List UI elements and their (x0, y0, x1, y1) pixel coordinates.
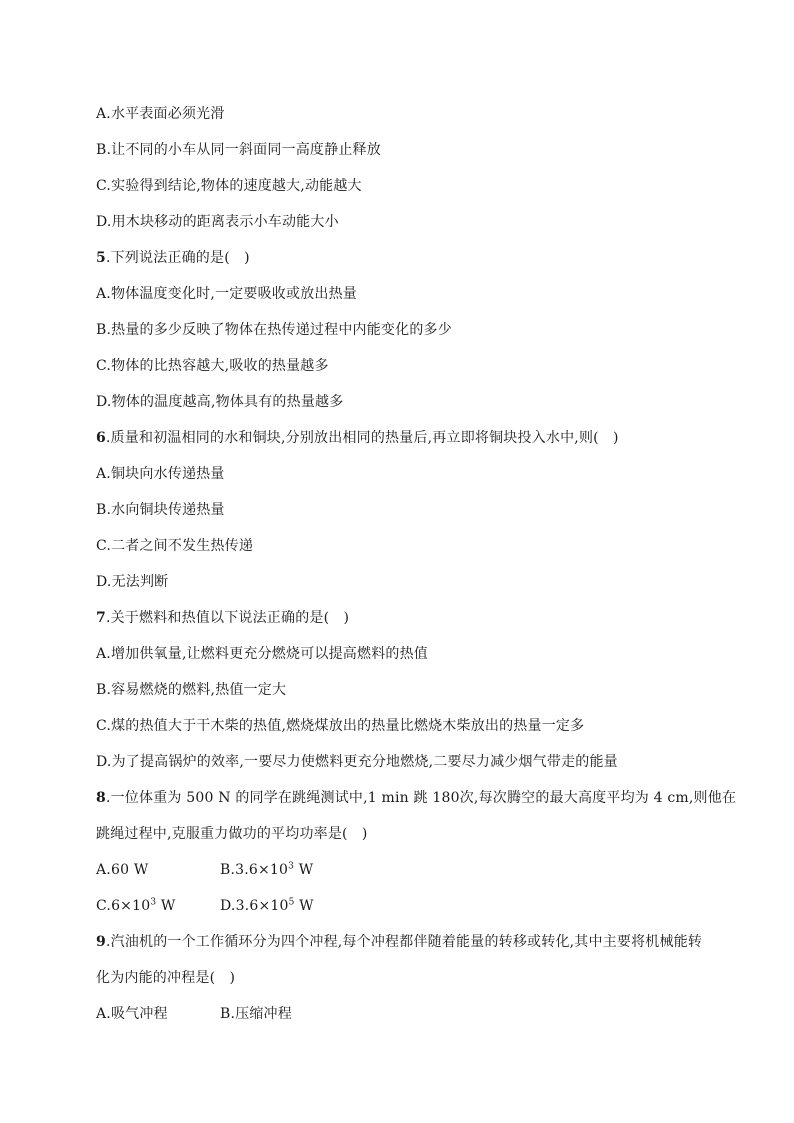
q6-stem (96, 428, 619, 448)
q4-option-d: D.用木块移动的距离表示小车动能大小 (96, 214, 339, 230)
q8-number: 8 (96, 790, 106, 806)
q8-option-b-base: B.3.6×10 (220, 862, 289, 878)
q8-option-b (220, 860, 313, 880)
q8-stem-text: .一位体重为 500 N 的同学在跳绳测试中,1 min 跳 180次,每次腾空的最大高度平均为 4 cm,则他在 (105, 790, 737, 806)
q5-option-b: B.热量的多少反映了物体在热传递过程中内能变化的多少 (96, 322, 452, 338)
q8-option-c-exponent: 3 (150, 897, 157, 908)
q8-option-d-base: D.3.6×10 (220, 898, 289, 914)
q7-number: 7 (96, 610, 106, 626)
q6-option-b: B.水向铜块传递热量 (96, 502, 225, 518)
q7-option-c: C.煤的热值大于干木柴的热值,燃烧煤放出的热量比燃烧木柴放出的热量一定多 (96, 718, 585, 734)
q5-option-d: D.物体的温度越高,物体具有的热量越多 (96, 394, 344, 410)
q8-stem-line2: 跳绳过程中,克服重力做功的平均功率是( ) (96, 826, 368, 842)
q8-option-d-unit: W (294, 898, 314, 914)
q8-option-c-unit: W (156, 898, 176, 914)
q7-option-b: B.容易燃烧的燃料,热值一定大 (96, 682, 287, 698)
q8-option-b-exponent: 3 (288, 861, 295, 872)
q7-option-d: D.为了提高锅炉的效率,一要尽力使燃料更充分地燃烧,二要尽力减少烟气带走的能量 (96, 754, 618, 770)
q8-option-b-unit: W (294, 862, 314, 878)
q5-stem (96, 248, 250, 268)
q7-stem-text: .关于燃料和热值以下说法正确的是( ) (105, 610, 350, 626)
q8-option-d (220, 896, 314, 916)
q5-stem-text: .下列说法正确的是( ) (105, 250, 250, 266)
q9-stem-text: .汽油机的一个工作循环分为四个冲程,每个冲程都伴随着能量的转移或转化,其中主要将机械能转 (105, 934, 703, 950)
q8-option-d-exponent: 5 (288, 897, 295, 908)
q9-option-b: B.压缩冲程 (220, 1006, 292, 1022)
q8-option-c-base: C.6×10 (96, 898, 151, 914)
q9-options-row1 (96, 1004, 416, 1024)
q4-option-c: C.实验得到结论,物体的速度越大,动能越大 (96, 178, 362, 194)
q6-number: 6 (96, 430, 106, 446)
q8-options-row2 (96, 896, 416, 916)
q5-number: 5 (96, 250, 106, 266)
q9-option-a: A.吸气冲程 (96, 1006, 168, 1022)
q9-stem-line2: 化为内能的冲程是( ) (96, 970, 236, 986)
q7-stem (96, 608, 349, 628)
q7-option-a: A.增加供氧量,让燃料更充分燃烧可以提高燃料的热值 (96, 646, 429, 662)
q4-option-a: A.水平表面必须光滑 (96, 106, 225, 122)
q8-option-a: A.60 W (96, 862, 149, 878)
q4-option-b: B.让不同的小车从同一斜面同一高度静止释放 (96, 142, 381, 158)
q6-stem-text: .质量和初温相同的水和铜块,分别放出相同的热量后,再立即将铜块投入水中,则( ) (105, 430, 619, 446)
q6-option-c: C.二者之间不发生热传递 (96, 538, 254, 554)
q9-number: 9 (96, 934, 106, 950)
q6-option-d: D.无法判断 (96, 574, 169, 590)
q5-option-a: A.物体温度变化时,一定要吸收或放出热量 (96, 286, 358, 302)
q8-options-row1 (96, 860, 416, 880)
q5-option-c: C.物体的比热容越大,吸收的热量越多 (96, 358, 329, 374)
q8-option-c (96, 898, 176, 914)
q8-stem-line1 (96, 788, 736, 808)
q6-option-a: A.铜块向水传递热量 (96, 466, 225, 482)
q9-stem-line1 (96, 932, 702, 952)
